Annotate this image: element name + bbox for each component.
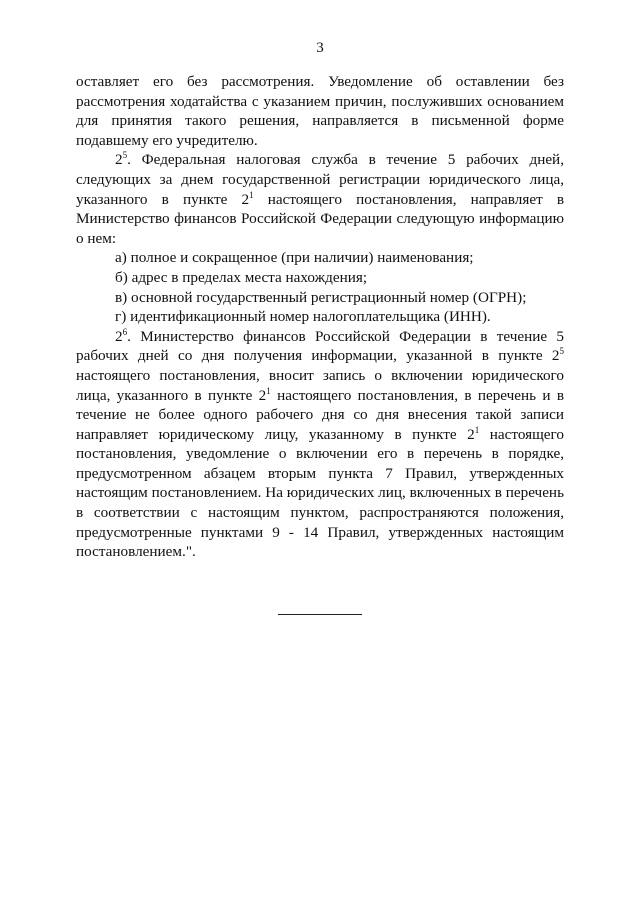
paragraph-2-6-text-d: настоящего постановления, уведомление о включении его в перечень в порядке, предусмотренном абзацем вторым пункта 7 Правил, утвержденных настоящим постановлением. На юридических лиц, включенных в перечень в соответствии с настоящим пунктом, распространяются положения, предусмотренные пунктами 9 - 14 Правил, утвержденных настоящим постановлением.". [76, 425, 564, 561]
reference-superscript: 1 [266, 385, 271, 396]
paragraph-2-5-text-a: . Федеральная налоговая служба в течение 5 рабочих дней, следующих за днем государственной регистрации юридического лица, указанного в пункте 2 [76, 151, 564, 208]
paragraph-2-6-text-b: настоящего постановления, вносит запись о включении юридического лица, указанного в пункте 2 [76, 366, 564, 404]
paragraph-2-5-superscript: 5 [122, 150, 128, 161]
document-body [76, 72, 564, 562]
end-divider-line [278, 614, 362, 615]
paragraph-continuation: оставляет его без рассмотрения. Уведомление об оставлении без рассмотрения ходатайства с указанием причин, послуживших основанием для принятия такого решения, направляется в письменной форме подавшему его учредителю. [76, 73, 564, 149]
paragraph-2-6-superscript: 6 [122, 326, 128, 337]
paragraph-2-6-text-a: . Министерство финансов Российской Федерации в течение 5 рабочих дней со дня получения информации, указанной в пункте 2 [76, 327, 564, 365]
paragraph-2-6 [76, 327, 564, 562]
paragraph-2-5 [76, 150, 564, 248]
reference-superscript: 5 [559, 346, 564, 357]
list-item-a: а) полное и сокращенное (при наличии) наименования; [115, 249, 474, 267]
list-item-b: б) адрес в пределах места нахождения; [115, 268, 368, 286]
page-number: 3 [316, 40, 324, 56]
paragraph-2-6-number: 2 [115, 327, 123, 345]
list-item-d: г) идентификационный номер налогоплательщика (ИНН). [115, 308, 491, 326]
reference-superscript: 1 [474, 424, 480, 435]
paragraph-2-6-text-c: настоящего постановления, в перечень и в течение не более одного рабочего дня со дня внесения такой записи направляет юридическому лицу, указанному в пункте 2 [76, 386, 564, 443]
list-item-c: в) основной государственный регистрационный номер (ОГРН); [115, 288, 527, 306]
paragraph-2-5-number: 2 [115, 151, 123, 169]
paragraph-2-5-text-b: настоящего постановления, направляет в Министерство финансов Российской Федерации следующую информацию о нем: [76, 190, 565, 247]
reference-superscript: 1 [249, 189, 254, 200]
